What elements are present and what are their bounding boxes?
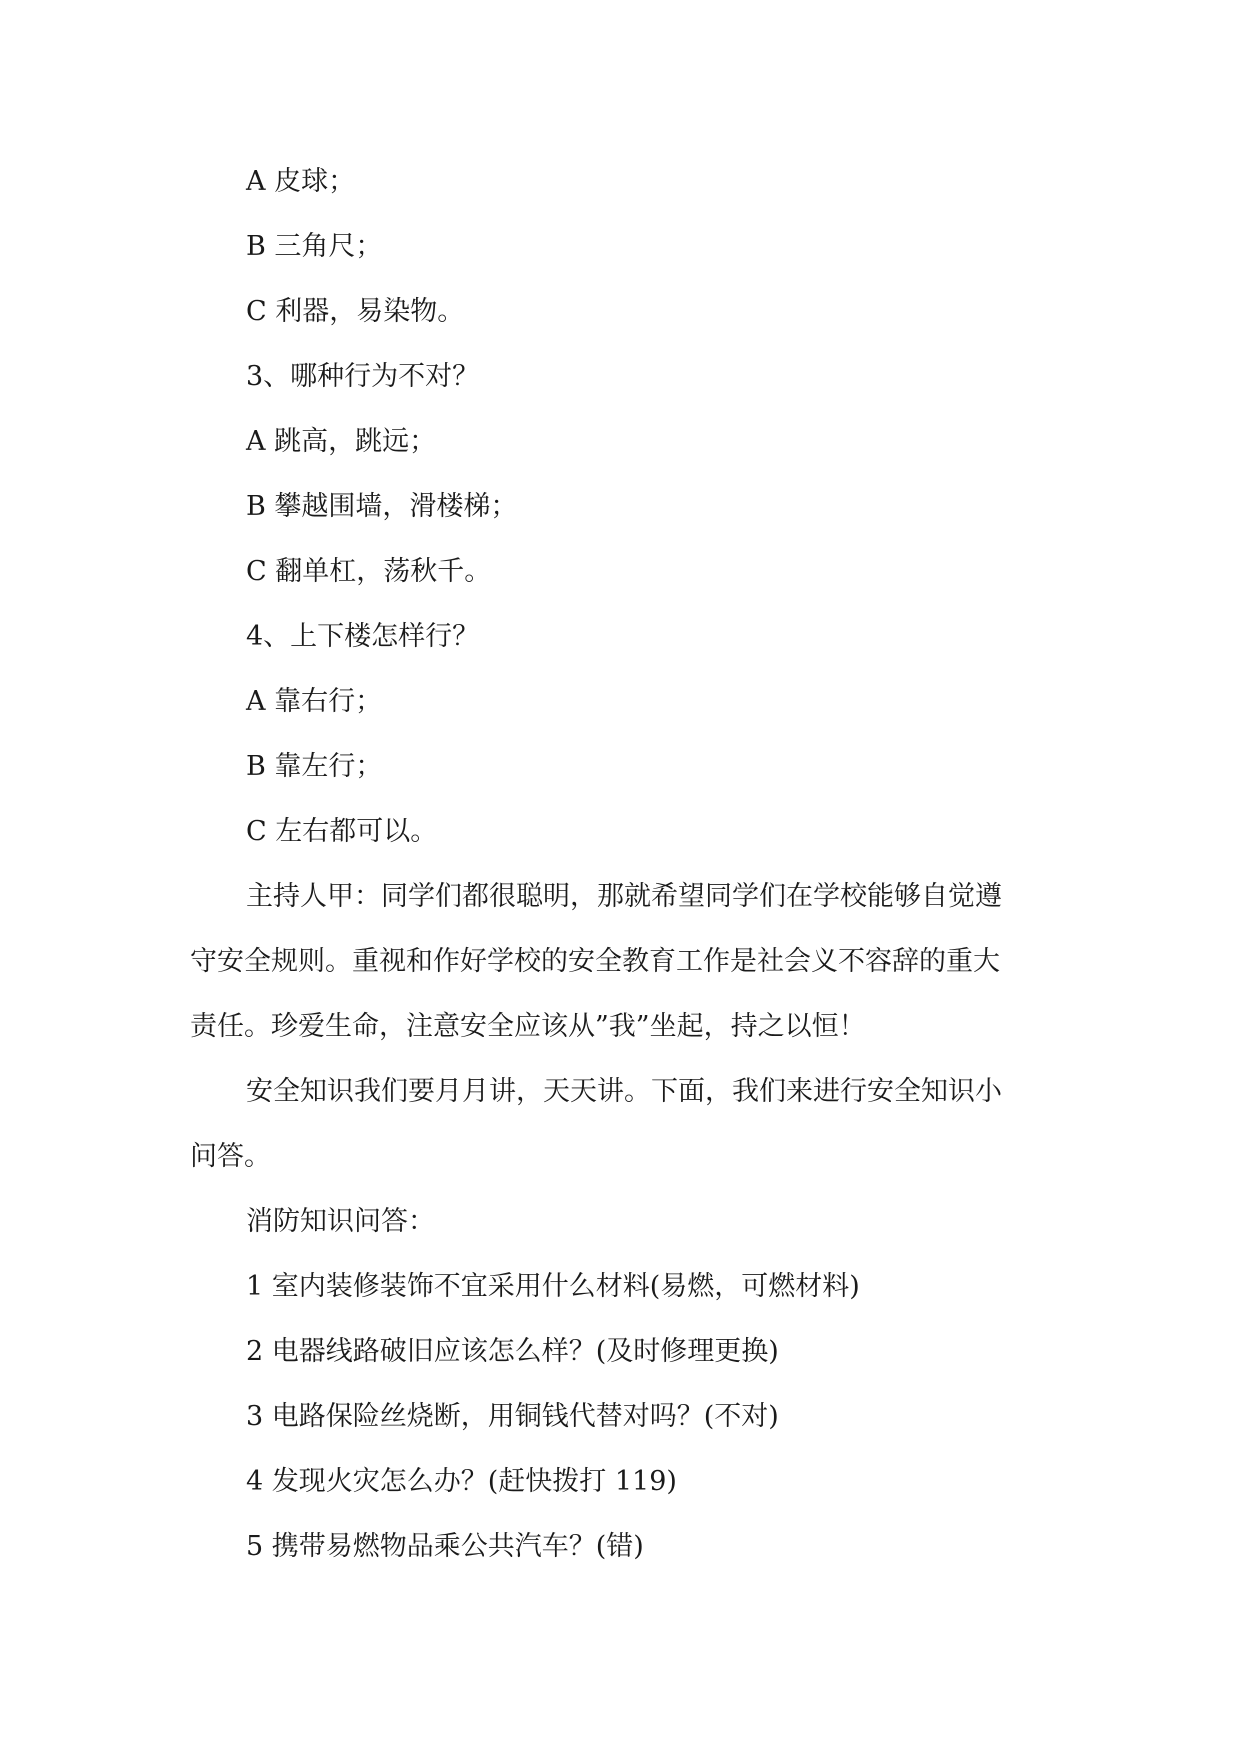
option-line: A 跳高，跳远； [246,426,437,457]
paragraph-line: 守安全规则。重视和作好学校的安全教育工作是社会义不容辞的重大 [190,946,1000,977]
qa-line: 1 室内装修装饰不宜采用什么材料(易燃，可燃材料) [246,1271,860,1302]
paragraph-line: 主持人甲：同学们都很聪明，那就希望同学们在学校能够自觉遵 [246,881,1002,912]
option-line: C 左右都可以。 [246,816,438,847]
host-paragraph [190,877,1050,1047]
question-line: 4、上下楼怎样行？ [246,621,480,652]
qa-line: 3 电路保险丝烧断，用铜钱代替对吗？(不对) [246,1401,779,1432]
option-line: B 三角尺； [246,231,383,262]
option-line: B 攀越围墙，滑楼梯； [246,491,518,522]
paragraph-line: 问答。 [190,1141,271,1172]
option-line: B 靠左行； [246,751,383,782]
option-line: C 翻单杠，荡秋千。 [246,556,492,587]
option-line: C 利器，易染物。 [246,296,465,327]
option-line: A 靠右行； [246,686,383,717]
paragraph-line: 责任。珍爱生命，注意安全应该从”我”坐起，持之以恒！ [190,1011,866,1042]
question-line: 3、哪种行为不对？ [246,361,480,392]
section-heading: 消防知识问答： [246,1206,435,1237]
intro-paragraph [190,1072,1050,1177]
qa-line: 5 携带易燃物品乘公共汽车？(错) [246,1531,644,1562]
qa-line: 4 发现火灾怎么办？(赶快拨打 119) [246,1466,677,1497]
option-line: A 皮球； [246,166,356,197]
qa-line: 2 电器线路破旧应该怎么样？(及时修理更换) [246,1336,779,1367]
document-body [190,162,1050,1592]
paragraph-line: 安全知识我们要月月讲，天天讲。下面，我们来进行安全知识小 [246,1076,1002,1107]
